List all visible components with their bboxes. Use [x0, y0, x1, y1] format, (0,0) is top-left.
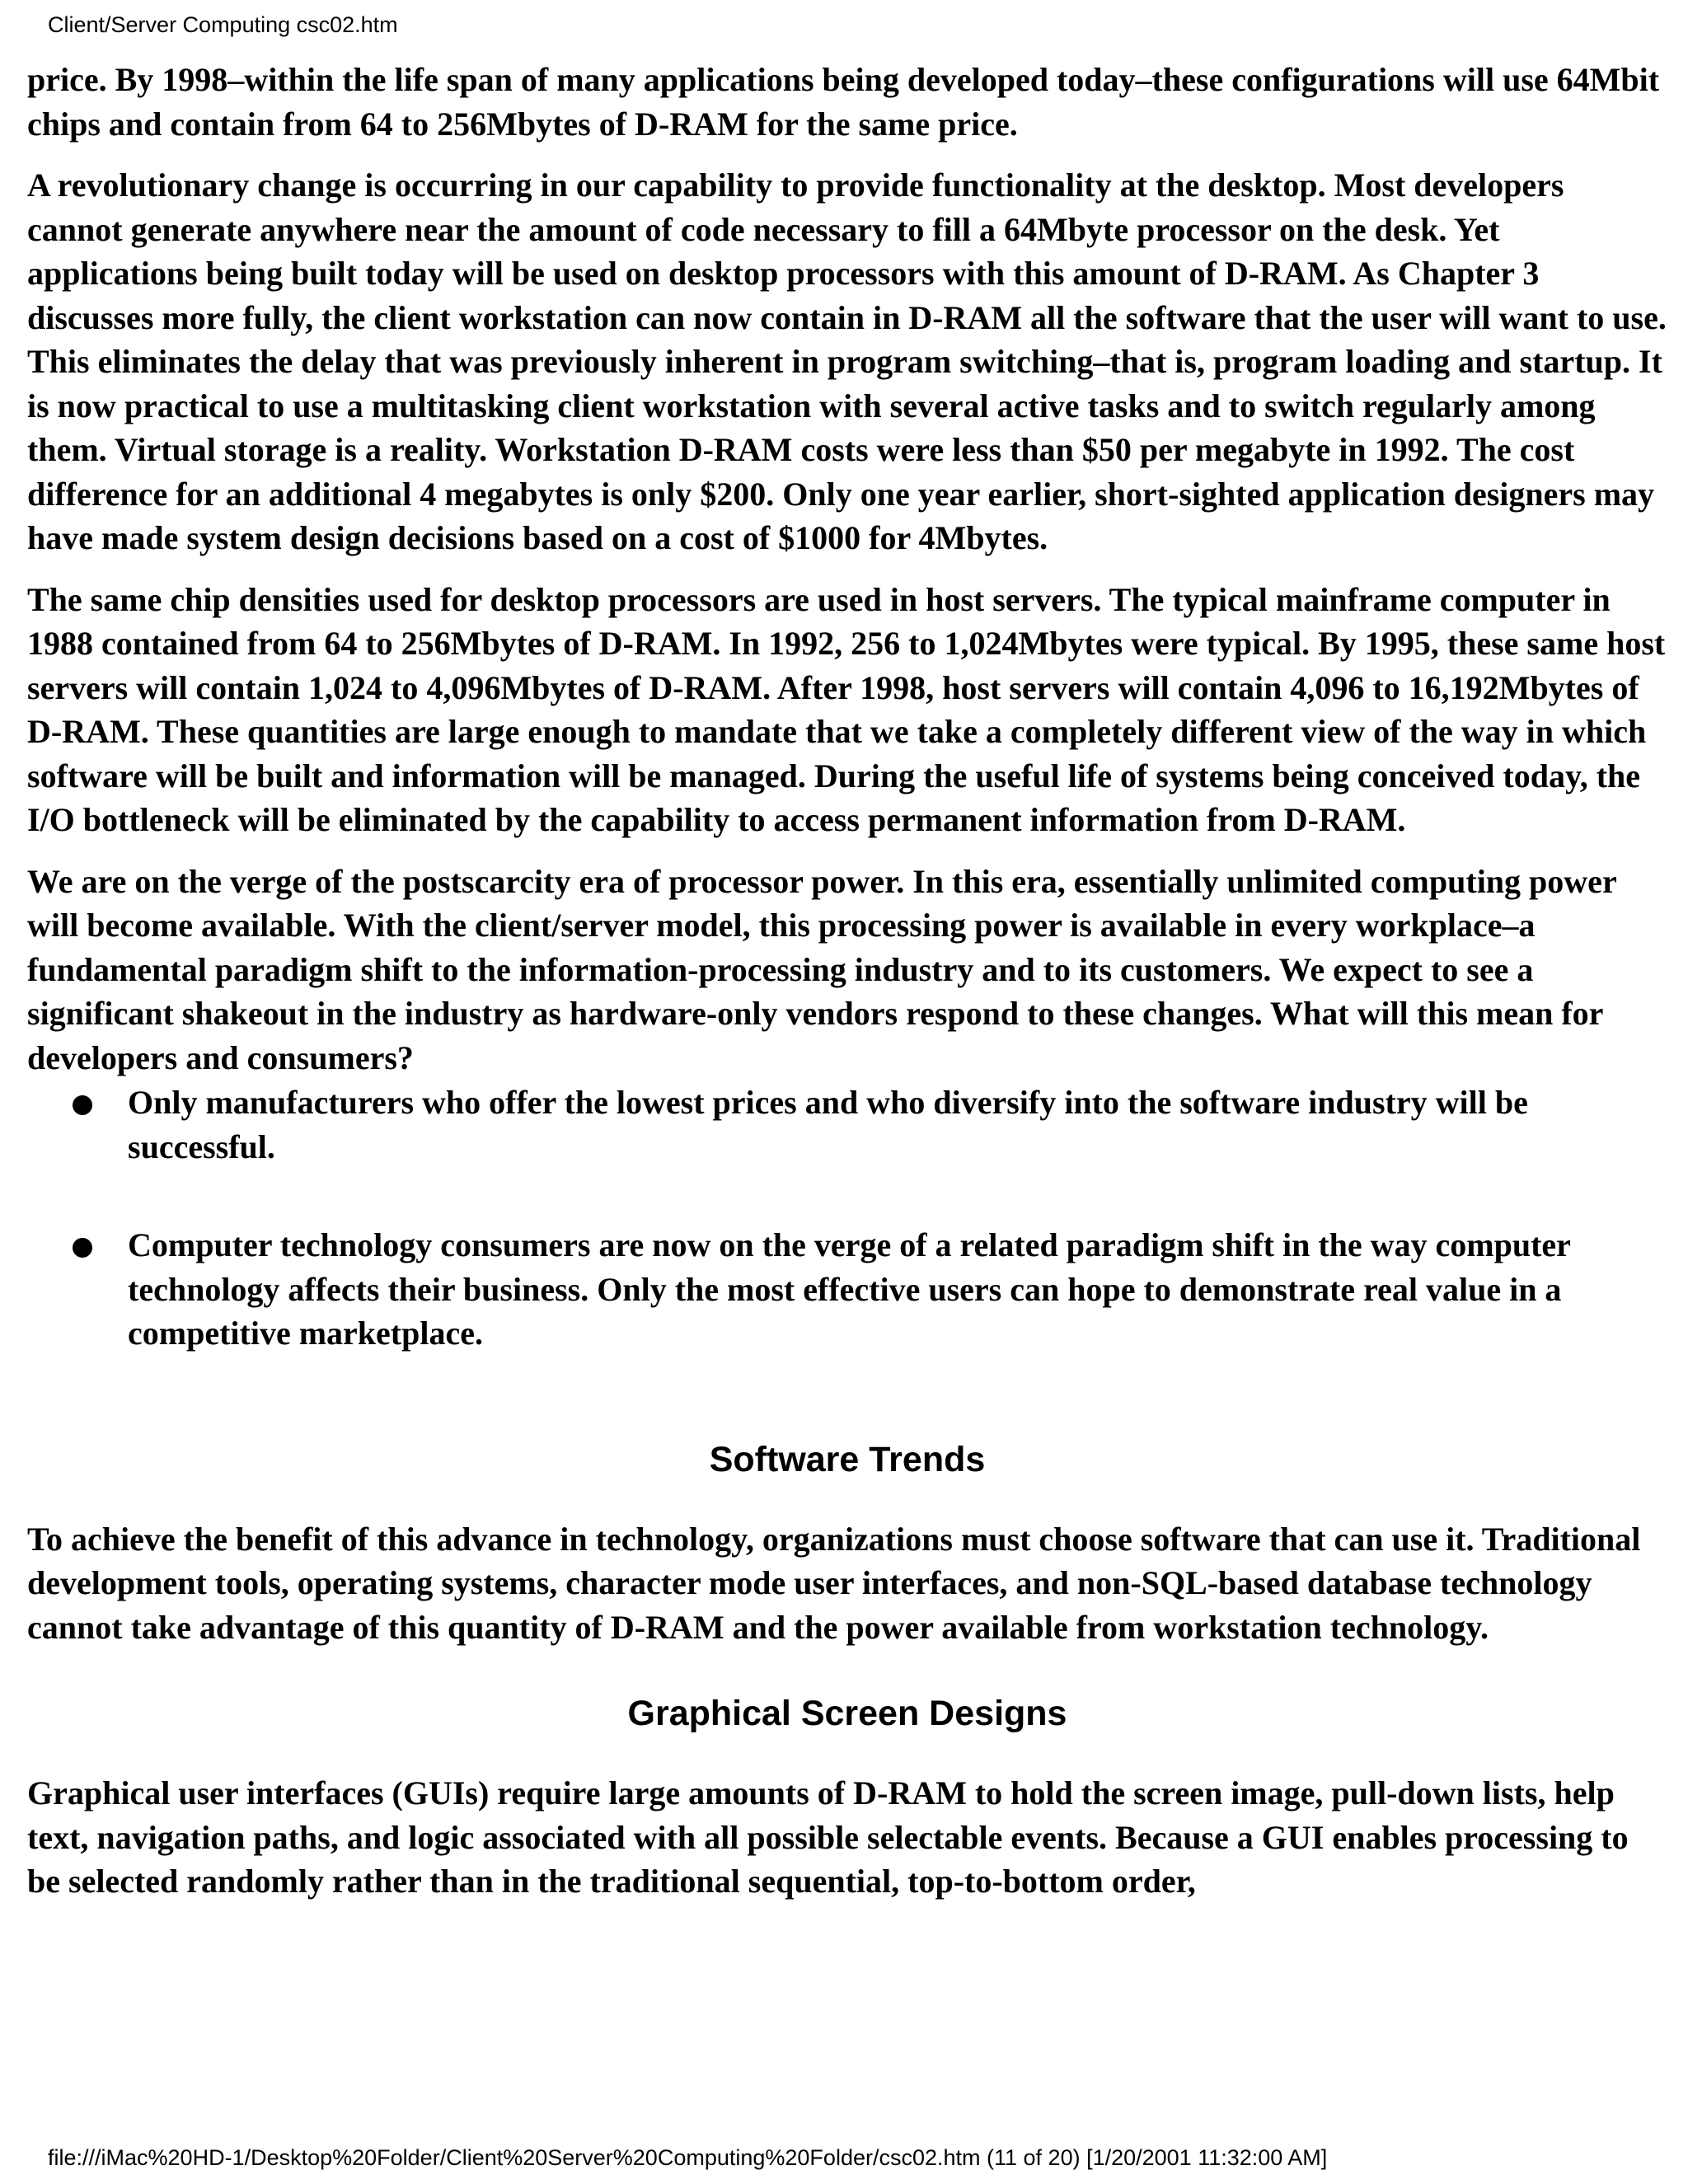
bullet-icon: [73, 1095, 92, 1115]
page-header: Client/Server Computing csc02.htm: [48, 12, 398, 37]
paragraph-graphical-screen-designs: Graphical user interfaces (GUIs) require large amounts of D-RAM to hold the screen image, pull-down lists, help text, navigation paths, and logic associated with all possible selectable events. Because a GUI enables processing to be selected randomly rather than in the traditional sequential, top-to-bottom order,: [27, 1774, 1629, 1900]
list-item-text: Only manufacturers who offer the lowest prices and who diversify into the software industry will be successful.: [128, 1084, 1528, 1165]
paragraph-desktop-functionality: A revolutionary change is occurring in our capability to provide functionality at the desktop. Most developers cannot generate anywhere near the amount of code necessary to fill a 64Mbyte processor on the desk. Yet applications being built today will be used on desktop processors with this amount of D-RAM. As Chapter 3 discusses more fully, the client workstation can now contain in D-RAM all the software that the user will want to use. This eliminates the delay that was previously inherent in program switching–that is, program loading and startup. It is now practical to use a multitasking client workstation with several active tasks and to switch regularly among them. Virtual storage is a reality. Workstation D-RAM costs were less than $50 per megabyte in 1992. The cost difference for an additional 4 megabytes is only $200. Only one year earlier, short-sighted application designers may have made system design decisions based on a cost of $1000 for 4Mbytes.: [27, 166, 1667, 556]
page-footer: file:///iMac%20HD-1/Desktop%20Folder/Client%20Server%20Computing%20Folder/csc02.htm (11 of 20) [1/20/2001 11:32:00 AM]: [48, 2145, 1328, 2170]
bullet-icon: [73, 1238, 92, 1258]
paragraph-postscarcity-era: We are on the verge of the postscarcity era of processor power. In this era, essentially unlimited computing power will become available. With the client/server model, this processing power is available in every workplace–a fundamental paradigm shift to the information-processing industry and to its customers. We expect to see a significant shakeout in the industry as hardware-only vendors respond to these changes. What will this mean for developers and consumers?: [27, 862, 1616, 1076]
heading-graphical-screen-designs: Graphical Screen Designs: [627, 1694, 1067, 1733]
list-item: [128, 1080, 1667, 1169]
heading-software-trends: Software Trends: [709, 1439, 986, 1479]
paragraph-host-servers: The same chip densities used for desktop processors are used in host servers. The typical mainframe computer in 1988 contained from 64 to 256Mbytes of D-RAM. In 1992, 256 to 1,024Mbytes were typical. By 1995, these same host servers will contain 1,024 to 4,096Mbytes of D-RAM. After 1998, host servers will contain 4,096 to 16,192Mbytes of D-RAM. These quantities are large enough to mandate that we take a completely different view of the way in which software will be built and information will be managed. During the useful life of systems being conceived today, the I/O bottleneck will be eliminated by the capability to access permanent information from D-RAM.: [27, 580, 1666, 838]
bullet-list: [27, 1080, 1667, 1356]
list-item: [128, 1223, 1667, 1356]
document-body: [27, 58, 1667, 1921]
paragraph-software-trends: To achieve the benefit of this advance in technology, organizations must choose software that can use it. Traditional development tools, operating systems, character mode user interfaces, and non-SQL-based database technology cannot take advantage of this quantity of D-RAM and the power available from workstation technology.: [27, 1520, 1641, 1646]
list-item-text: Computer technology consumers are now on the verge of a related paradigm shift in the way computer technology affects their business. Only the most effective users can hope to demonstrate real value in a competitive marketplace.: [128, 1226, 1571, 1352]
paragraph-dram-price: price. By 1998–within the life span of many applications being developed today–these configurations will use 64Mbit chips and contain from 64 to 256Mbytes of D-RAM for the same price.: [27, 61, 1660, 143]
